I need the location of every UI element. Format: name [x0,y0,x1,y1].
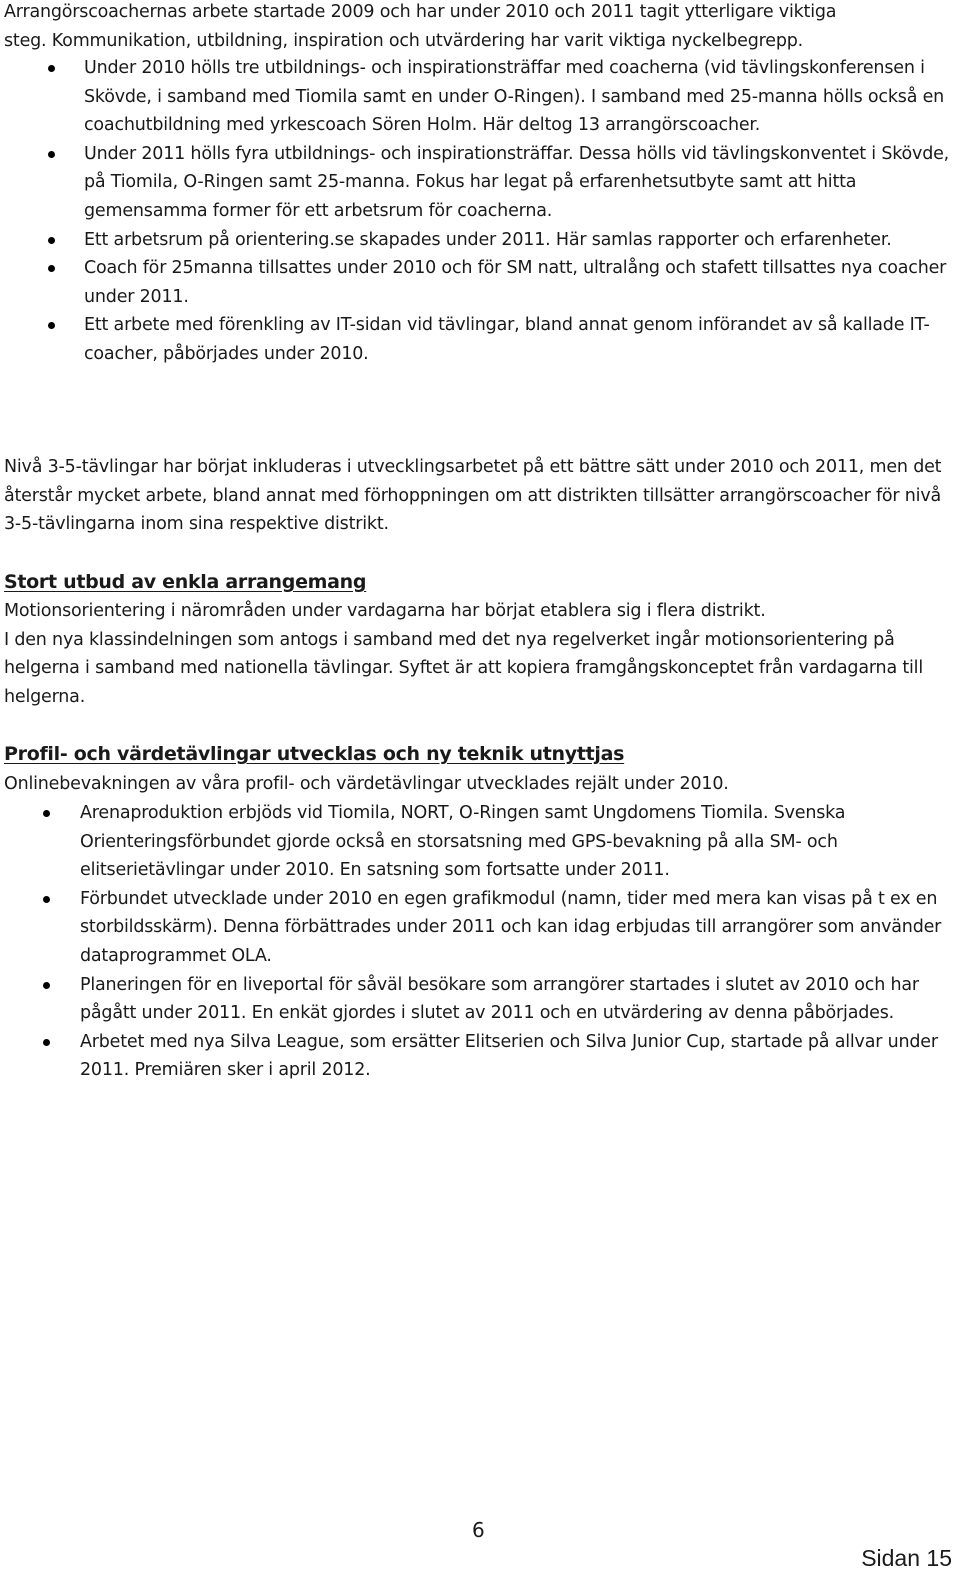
page-number: 6 [472,1518,485,1542]
page-label: Sidan 15 [861,1545,952,1571]
section-heading-simple: Stort utbud av enkla arrangemang [4,571,367,593]
bullet-icon [43,1039,50,1046]
level-paragraph: Nivå 3-5-tävlingar har börjat inkluderas i utvecklingsarbetet på ett bättre sätt under 2010 och 2011, men det återstår mycket arbete, bland annat med förhoppningen om att distrikten tillsätter arrangörscoacher för nivå 3-5-tävlingarna inom sina respektive distrikt. [4,457,942,535]
intro-paragraph [4,0,954,55]
simple-line-1: Motionsorientering i närområden under vardagarna har börjat etablera sig i flera distrikt. [4,601,766,621]
section-heading-profile: Profil- och värdetävlingar utvecklas och ny teknik utnyttjas [4,743,625,765]
list-item: Arbetet med nya Silva League, som ersätter Elitserien och Silva Junior Cup, startade på allvar under 2011. Premiären sker i april 2012. [80,1028,950,1085]
bullet-icon [48,65,55,72]
bullet-icon [48,322,55,329]
list-item: Planeringen för en liveportal för såväl besökare som arrangörer startades i slutet av 2010 och har pågått under 2011. En enkät gjordes i slutet av 2011 och en utvärdering av denna påbörjades. [80,971,950,1028]
profile-bullet-list [80,799,950,1085]
bullet-icon [48,151,55,158]
intro-line-1: Arrangörscoachernas arbete startade 2009 och har under 2010 och 2011 tagit ytterligare viktiga [4,2,837,22]
list-item: Förbundet utvecklade under 2010 en egen grafikmodul (namn, tider med mera kan visas på t ex en storbildsskärm). Denna förbättrades under 2011 och kan idag erbjudas till arrangörer som använder dataprogrammet OLA. [80,885,950,971]
bullet-icon [48,237,55,244]
bullet-icon [43,982,50,989]
list-item: Ett arbetsrum på orientering.se skapades under 2011. Här samlas rapporter och erfarenheter. [84,226,954,255]
simple-paragraph [4,597,954,711]
list-item: Ett arbete med förenkling av IT-sidan vid tävlingar, bland annat genom införandet av så kallade IT-coacher, påbörjades under 2010. [84,311,954,368]
coach-bullet-list [84,54,954,369]
intro-line-2: steg. Kommunikation, utbildning, inspiration och utvärdering har varit viktiga nyckelbegrepp. [4,30,803,51]
list-item: Arenaproduktion erbjöds vid Tiomila, NORT, O-Ringen samt Ungdomens Tiomila. Svenska Orienteringsförbundet gjorde också en storsatsning med GPS-bevakning på alla SM- och elitserietävlingar under 2010. En satsning som fortsatte under 2011. [80,799,950,885]
list-item: Under 2010 hölls tre utbildnings- och inspirationsträffar med coacherna (vid tävlingskonferensen i Skövde, i samband med Tiomila samt en under O-Ringen). I samband med 25-manna hölls också en coachutbildning med yrkescoach Sören Holm. Här deltog 13 arrangörscoacher. [84,54,954,140]
list-item: Coach för 25manna tillsattes under 2010 och för SM natt, ultralång och stafett tillsattes nya coacher under 2011. [84,254,954,311]
list-item: Under 2011 hölls fyra utbildnings- och inspirationsträffar. Dessa hölls vid tävlingskonventet i Skövde, på Tiomila, O-Ringen samt 25-manna. Fokus har legat på erfarenhetsutbyte samt att hitta gemensamma former för ett arbetsrum för coacherna. [84,140,954,226]
bullet-icon [48,265,55,272]
profile-intro: Onlinebevakningen av våra profil- och värdetävlingar utvecklades rejält under 2010. [4,774,729,794]
bullet-icon [43,896,50,903]
bullet-icon [43,810,50,817]
simple-line-2: I den nya klassindelningen som antogs i samband med det nya regelverket ingår motionsorientering på helgerna i samband med nationella tävlingar. Syftet är att kopiera framgångskonceptet från vardagarna till helgerna. [4,629,923,707]
